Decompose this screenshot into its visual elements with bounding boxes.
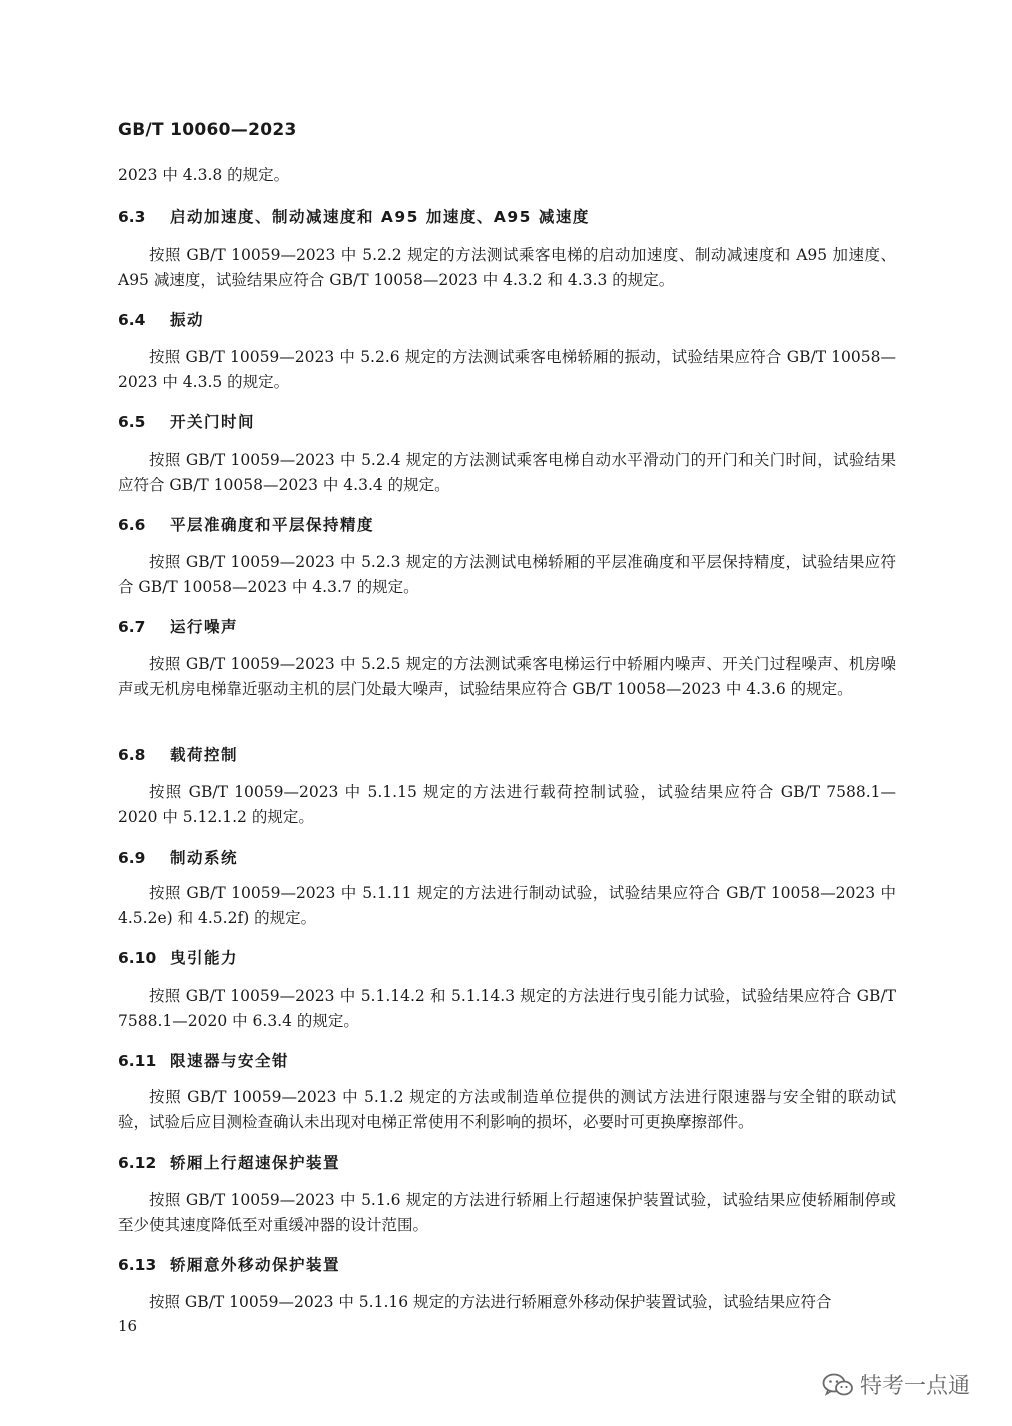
section-title: 轿厢上行超速保护装置	[170, 1154, 341, 1172]
section-heading	[118, 615, 238, 637]
section-title: 轿厢意外移动保护装置	[170, 1256, 341, 1274]
section-title: 运行噪声	[170, 618, 239, 636]
section-paragraph: 按照 GB/T 10059—2023 中 5.1.2 规定的方法或制造单位提供的测试方法进行限速器与安全钳的联动试验，试验后应目测检查确认未出现对电梯正常使用不利影响的损坏，必要时可更换摩擦部件。	[118, 1088, 896, 1131]
section-number: 6.4	[118, 311, 146, 329]
section-paragraph: 按照 GB/T 10059—2023 中 5.1.11 规定的方法进行制动试验，试验结果应符合 GB/T 10058—2023 中 4.5.2e) 和 4.5.2f) 的规定。	[118, 884, 896, 927]
section-title: 平层准确度和平层保持精度	[170, 516, 375, 534]
section-number: 6.5	[118, 413, 146, 431]
section-heading	[118, 308, 204, 330]
section-number: 6.3	[118, 208, 146, 226]
section-heading	[118, 513, 374, 535]
intro-continuation: 2023 中 4.3.8 的规定。	[118, 166, 290, 184]
section-title: 限速器与安全钳	[170, 1052, 290, 1070]
section-paragraph: 按照 GB/T 10059—2023 中 5.2.4 规定的方法测试乘客电梯自动水平滑动门的开门和关门时间，试验结果应符合 GB/T 10058—2023 中 4.3.4 的规定。	[118, 451, 896, 494]
page-number: 16	[118, 1317, 138, 1335]
section-heading	[118, 946, 238, 968]
section-number: 6.9	[118, 849, 146, 867]
section-heading	[118, 205, 590, 227]
section-paragraph: 按照 GB/T 10059—2023 中 5.2.6 规定的方法测试乘客电梯轿厢的振动，试验结果应符合 GB/T 10058—2023 中 4.3.5 的规定。	[118, 348, 896, 391]
section-title: 开关门时间	[170, 413, 256, 431]
section-number: 6.10	[118, 949, 157, 967]
section-paragraph: 按照 GB/T 10059—2023 中 5.2.5 规定的方法测试乘客电梯运行中轿厢内噪声、开关门过程噪声、机房噪声或无机房电梯靠近驱动主机的层门处最大噪声，试验结果应符合 GB/T 10058—2023 中 4.3.6 的规定。	[118, 655, 896, 698]
standard-code-header: GB/T 10060—2023	[118, 120, 297, 140]
section-heading	[118, 1151, 340, 1173]
section-paragraph: 按照 GB/T 10059—2023 中 5.2.3 规定的方法测试电梯轿厢的平层准确度和平层保持精度，试验结果应符合 GB/T 10058—2023 中 4.3.7 的规定。	[118, 553, 896, 596]
section-paragraph: 按照 GB/T 10059—2023 中 5.1.15 规定的方法进行载荷控制试验，试验结果应符合 GB/T 7588.1—2020 中 5.12.1.2 的规定。	[118, 783, 896, 826]
section-heading	[118, 846, 238, 868]
section-paragraph: 按照 GB/T 10059—2023 中 5.1.14.2 和 5.1.14.3 规定的方法进行曳引能力试验，试验结果应符合 GB/T 7588.1—2020 中 6.3.4 的规定。	[118, 987, 896, 1030]
section-number: 6.11	[118, 1052, 157, 1070]
section-title: 载荷控制	[170, 746, 239, 764]
section-title: 启动加速度、制动减速度和 A95 加速度、A95 减速度	[170, 208, 590, 226]
section-title: 制动系统	[170, 849, 239, 867]
watermark	[822, 1369, 970, 1400]
section-heading	[118, 743, 238, 765]
section-number: 6.6	[118, 516, 146, 534]
section-number: 6.8	[118, 746, 146, 764]
section-number: 6.7	[118, 618, 146, 636]
section-heading	[118, 410, 255, 432]
wechat-icon	[822, 1372, 854, 1398]
section-heading	[118, 1253, 340, 1275]
watermark-text: 特考一点通	[860, 1374, 971, 1399]
section-title: 振动	[170, 311, 205, 329]
section-number: 6.13	[118, 1256, 157, 1274]
section-paragraph: 按照 GB/T 10059—2023 中 5.1.16 规定的方法进行轿厢意外移动保护装置试验，试验结果应符合	[149, 1293, 832, 1311]
section-heading	[118, 1049, 289, 1071]
section-title: 曳引能力	[170, 949, 239, 967]
section-paragraph: 按照 GB/T 10059—2023 中 5.1.6 规定的方法进行轿厢上行超速保护装置试验，试验结果应使轿厢制停或至少使其速度降低至对重缓冲器的设计范围。	[118, 1191, 896, 1234]
section-number: 6.12	[118, 1154, 157, 1172]
section-paragraph: 按照 GB/T 10059—2023 中 5.2.2 规定的方法测试乘客电梯的启动加速度、制动减速度和 A95 加速度、A95 减速度，试验结果应符合 GB/T 10058—2023 中 4.3.2 和 4.3.3 的规定。	[118, 246, 896, 289]
